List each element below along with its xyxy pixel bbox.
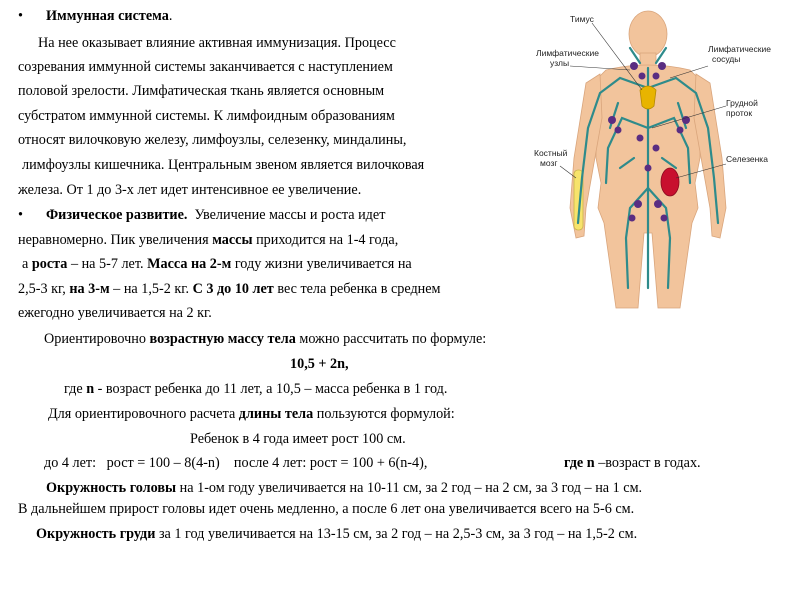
immune-line-6: лимфоузлы кишечника. Центральным звеном является вилочковая [22, 157, 425, 173]
mass-intro-c: можно рассчитать по формуле: [295, 331, 487, 347]
label-lymph-vessels-2: сосуды [712, 54, 741, 64]
label-lymph-nodes-2: узлы [550, 58, 570, 68]
head-l1-rest: на 1-ом году увеличивается на 10-11 см, за 2 год – на 2 см, за 3 год – на 1 см. [176, 480, 643, 496]
immune-line-3: половой зрелости. Лимфатическая ткань является основным [18, 83, 385, 99]
physical-l4-e: вес тела ребенка в среднем [273, 281, 441, 297]
height-example: Ребенок в 4 года имеет рост 100 см. [190, 431, 406, 447]
label-bone-marrow-1: Костный [534, 148, 568, 158]
mass-intro-b: возрастную массу тела [149, 331, 296, 347]
height-formula-c: n [586, 455, 595, 471]
immune-line-5: относят вилочковую железу, лимфоузлы, селезенку, миндалины, [18, 132, 407, 148]
height-formula-where [564, 455, 701, 472]
head-line-1 [46, 480, 642, 497]
physical-l2-a: неравномерно. Пик увеличения [18, 232, 213, 248]
height-intro-b: длины тела [238, 406, 314, 422]
physical-l1-rest: Увеличение массы и роста идет [194, 207, 386, 223]
height-intro-c: пользуются формулой: [313, 406, 455, 422]
label-thymus: Тимус [570, 14, 594, 24]
height-formula-a: до 4 лет: рост = 100 – 8(4-n) после 4 лет: рост = 100 + 6(n-4), [44, 455, 428, 471]
height-formula [44, 455, 427, 472]
physical-l4-c: – на 1,5-2 кг. [109, 281, 193, 297]
bullet-physical: • [18, 207, 23, 223]
immune-line-4: субстратом иммунной системы. К лимфоидным образованиям [18, 108, 395, 124]
head-title: Окружность головы [46, 480, 177, 496]
physical-title: Физическое развитие. [46, 207, 188, 223]
thymus-shape [640, 86, 656, 109]
physical-line-1 [46, 207, 385, 224]
chest-rest: за 1 год увеличивается на 13-15 см, за 2 год – на 2,5-3 см, за 3 год – на 1,5-2 см. [155, 526, 638, 542]
label-lymph-vessels-1: Лимфатические [708, 44, 771, 54]
physical-l4-b: на 3-м [69, 281, 110, 297]
physical-line-4 [18, 281, 441, 298]
mass-formula [290, 356, 349, 373]
height-intro-a: Для ориентировочного расчета [48, 406, 239, 422]
physical-line-5: ежегодно увеличивается на 2 кг. [18, 305, 212, 321]
lymphatic-system-illustration [530, 8, 792, 313]
physical-l3-d: Масса на 2-м [147, 256, 232, 272]
mass-where-a: где [64, 381, 87, 397]
physical-l3-b: роста [31, 256, 68, 272]
label-spleen: Селезенка [726, 154, 768, 164]
physical-l4-a: 2,5-3 кг, [18, 281, 70, 297]
immune-title: Иммунная система [46, 8, 169, 24]
immune-line-7: железа. От 1 до 3-х лет идет интенсивное ее увеличение. [18, 182, 362, 198]
immune-title-period: . [168, 8, 173, 24]
physical-l4-d: С 3 до 10 лет [192, 281, 274, 297]
mass-where-c: - возраст ребенка до 11 лет, а 10,5 – масса ребенка в 1 год. [94, 381, 448, 397]
physical-l2-b: массы [212, 232, 253, 248]
height-formula-b: где [564, 455, 587, 471]
physical-line-2 [18, 232, 398, 249]
chest-title: Окружность груди [36, 526, 156, 542]
physical-l3-c: – на 5-7 лет. [67, 256, 148, 272]
immune-line-2: созревания иммунной системы заканчивается с наступлением [18, 59, 393, 75]
spleen-shape [661, 168, 679, 196]
label-bone-marrow-2: мозг [540, 158, 558, 168]
physical-l3-e: году жизни увеличивается на [231, 256, 412, 272]
immune-line-1: На нее оказывает влияние активная иммунизация. Процесс [38, 35, 396, 51]
mass-intro-a: Ориентировочно [44, 331, 150, 347]
label-lymph-nodes-1: Лимфатические [536, 48, 599, 58]
label-thoracic-duct-1: Грудной [726, 98, 758, 108]
mass-intro [44, 331, 486, 348]
head-line-2: В дальнейшем прирост головы идет очень медленно, а после 6 лет она увеличивается всего на 5-6 см. [18, 501, 635, 517]
physical-line-3 [22, 256, 412, 273]
physical-l2-c: приходится на 1-4 года, [252, 232, 399, 248]
label-thoracic-duct-2: проток [726, 108, 753, 118]
chest-line [36, 526, 637, 543]
mass-where [64, 381, 447, 398]
height-formula-d: –возраст в годах. [594, 455, 701, 471]
bullet-immune: • [18, 8, 23, 24]
physical-l3-a: а [22, 256, 32, 272]
mass-where-b: n [86, 381, 95, 397]
immune-heading [46, 8, 172, 25]
mass-formula-text: 10,5 + 2n, [290, 356, 349, 372]
height-intro [48, 406, 455, 423]
